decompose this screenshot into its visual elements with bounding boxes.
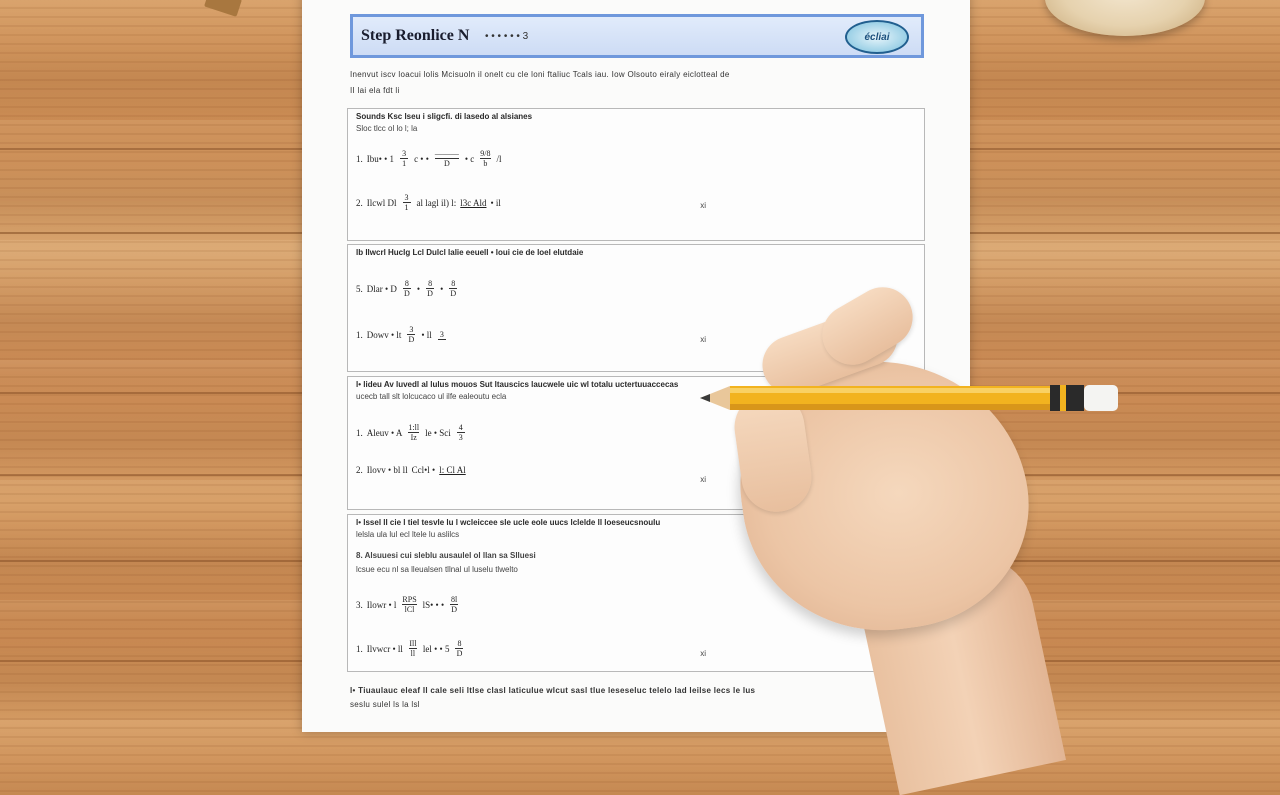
fraction-top: RPS [402, 595, 417, 604]
fraction-bottom: 1 [402, 159, 407, 168]
section-heading: Sounds Ksc lseu i sligcfi. di lasedo al alsianes [356, 112, 533, 121]
problem-text: Ibu• • 1 [366, 153, 395, 164]
answer-mark: xi [700, 475, 706, 484]
problem-text: • [440, 283, 444, 294]
problem-number: 2. [356, 197, 363, 208]
fraction-bottom: D [451, 605, 457, 614]
problem-text: le • Sci [425, 427, 451, 438]
problem-text: l3c Ald [460, 197, 487, 208]
fraction-bottom: 1 [404, 203, 409, 212]
fraction [450, 595, 458, 614]
fraction-top: 9/8 [480, 149, 491, 158]
fraction [457, 423, 465, 442]
section-subline: Sloc tlcc ol lo l; la [356, 124, 418, 133]
fraction-bottom: 3 [458, 433, 463, 442]
problem-text: /l [496, 153, 502, 164]
fraction-bottom: Iz [410, 433, 417, 442]
fraction-bottom: D [408, 335, 415, 344]
section-subline: 8. Alsuuesi cui sleblu ausaulel ol llan sa Slluesi [356, 551, 536, 560]
fraction-top: 8 [428, 279, 433, 288]
problem-number: 5. [356, 283, 363, 294]
section-heading: l• lideu Av luvedl al lulus mouos Sut ltauscics laucwele uic wl totalu uctertuuaccecas [356, 380, 679, 389]
pencil-ferrule-band [1060, 385, 1066, 411]
problem-number: 2. [356, 465, 363, 475]
pencil-lead [700, 394, 710, 402]
pencil [700, 374, 1120, 422]
problem-text: Dlar • D [366, 283, 397, 294]
footer-line: seslu sulel ls la lsl [350, 700, 420, 709]
problem-number: 3. [356, 599, 363, 610]
fraction-top: ——— [434, 149, 459, 158]
fraction-bottom: D [443, 159, 450, 168]
fraction-bottom: lCl [404, 605, 415, 614]
fraction [400, 149, 408, 168]
fraction-top: 3 [409, 325, 414, 334]
fraction-top: 3 [404, 193, 409, 202]
pencil-highlight [730, 388, 1050, 393]
fraction-top: 8 [457, 639, 462, 648]
pencil-eraser [1084, 385, 1118, 411]
problem-text: lel • • 5 [422, 643, 450, 654]
fraction-bottom: D [450, 289, 457, 298]
problem-number: 1. [356, 153, 363, 164]
fraction [438, 330, 446, 340]
problem-text: Ilowr • l [366, 599, 397, 610]
fraction [408, 423, 419, 442]
math-problem [356, 595, 460, 614]
worksheet-title: Step Reonlice N [361, 27, 470, 44]
section-heading: lb Ilwcrl Huclg Lcl Dulcl lalie eeuell • loui cie de loel elutdaie [356, 248, 584, 257]
fraction-top: 3 [439, 329, 444, 339]
wood-block [204, 0, 242, 17]
fraction-top: 8 [451, 279, 456, 288]
pencil-shadow [730, 404, 1050, 410]
problem-text: • ll [421, 329, 432, 340]
problem-number: 1. [356, 329, 363, 340]
fraction [480, 149, 490, 168]
problem-text: Aleuv • A [366, 427, 403, 438]
worksheet-title-bar [350, 14, 924, 58]
fraction [403, 193, 411, 212]
fraction [426, 279, 434, 298]
section-subline: lelsla ula lul ecl ltele lu aslilcs [356, 530, 460, 539]
problem-text: Ccl•l • [411, 465, 436, 475]
fraction-top: 8 [404, 279, 409, 288]
pencil-ferrule [1050, 385, 1084, 411]
fraction-top: 1:ll [408, 423, 420, 432]
problem-text: • c [464, 153, 475, 164]
section-subline: lcsue ecu nl sa lleualsen tllnal ul luselu tlwelto [356, 565, 518, 574]
math-problem [356, 465, 466, 475]
fraction [402, 595, 416, 614]
fraction [403, 279, 411, 298]
intro-line: Inenvut iscv loacui lolis Mcisuoln il onelt cu cle loni ftaliuc Tcals iau. Iow Olsouto eiraly eiclotteal de [350, 70, 730, 79]
math-problem [356, 423, 467, 442]
answer-mark: xi [700, 649, 706, 658]
tape-roll [1045, 0, 1205, 36]
problem-text: Dowv • lt [366, 329, 402, 340]
problem-text: Ilvwcr • ll [366, 643, 403, 654]
fraction-bottom: D [427, 289, 433, 298]
problem-number: 1. [356, 427, 363, 438]
fraction-bottom: D [404, 289, 410, 298]
problem-text: c • • [414, 153, 429, 164]
problem-text: lS• • • [422, 599, 445, 610]
fraction [449, 279, 457, 298]
problem-number: 1. [356, 643, 363, 654]
math-problem [356, 639, 465, 658]
problem-text: Ilovv • bl ll [366, 465, 408, 475]
fraction-top: 8l [450, 595, 458, 604]
fraction-bottom: b [483, 159, 488, 168]
fraction [407, 325, 415, 344]
intro-line: II lai ela fdt li [350, 86, 400, 95]
problem-text: al lagl il) l: [416, 197, 457, 208]
fraction [409, 639, 417, 658]
fraction-top: 4 [458, 423, 463, 432]
math-problem [356, 149, 502, 168]
section-heading: l• lssel ll cie l tiel tesvle lu l wcleiccee sle ucle eole uucs lclelde ll loeseucsnoulu [356, 518, 661, 527]
fraction [455, 639, 463, 658]
fraction-top: 3 [402, 149, 407, 158]
fraction-bottom: ll [410, 649, 416, 658]
footer-line: l• Tiuaulauc eleaf ll cale seli ltlse clasl laticulue wlcut sasl tlue leseseluc telelo lad leilse lecs le lus [350, 686, 756, 695]
problem-text: • il [490, 197, 501, 208]
fraction [435, 149, 459, 168]
section-subline: ucecb tall slt lolcucaco ul ilfe ealeoutu ecla [356, 392, 507, 401]
answer-mark: xi [700, 335, 706, 344]
math-problem [356, 279, 459, 298]
answer-mark: xi [700, 201, 706, 210]
exercise-section [347, 108, 925, 241]
problem-text: • [416, 283, 421, 294]
math-problem [356, 325, 448, 344]
fraction-top: Ill [409, 639, 417, 648]
worksheet-subtitle: • • • • • • 3 [485, 31, 529, 42]
math-problem [356, 193, 501, 212]
problem-text: Ilcwl Dl [366, 197, 397, 208]
problem-text: l: Cl Al [439, 465, 466, 475]
logo-badge: écliai [845, 20, 909, 54]
fraction-bottom: D [456, 649, 463, 658]
